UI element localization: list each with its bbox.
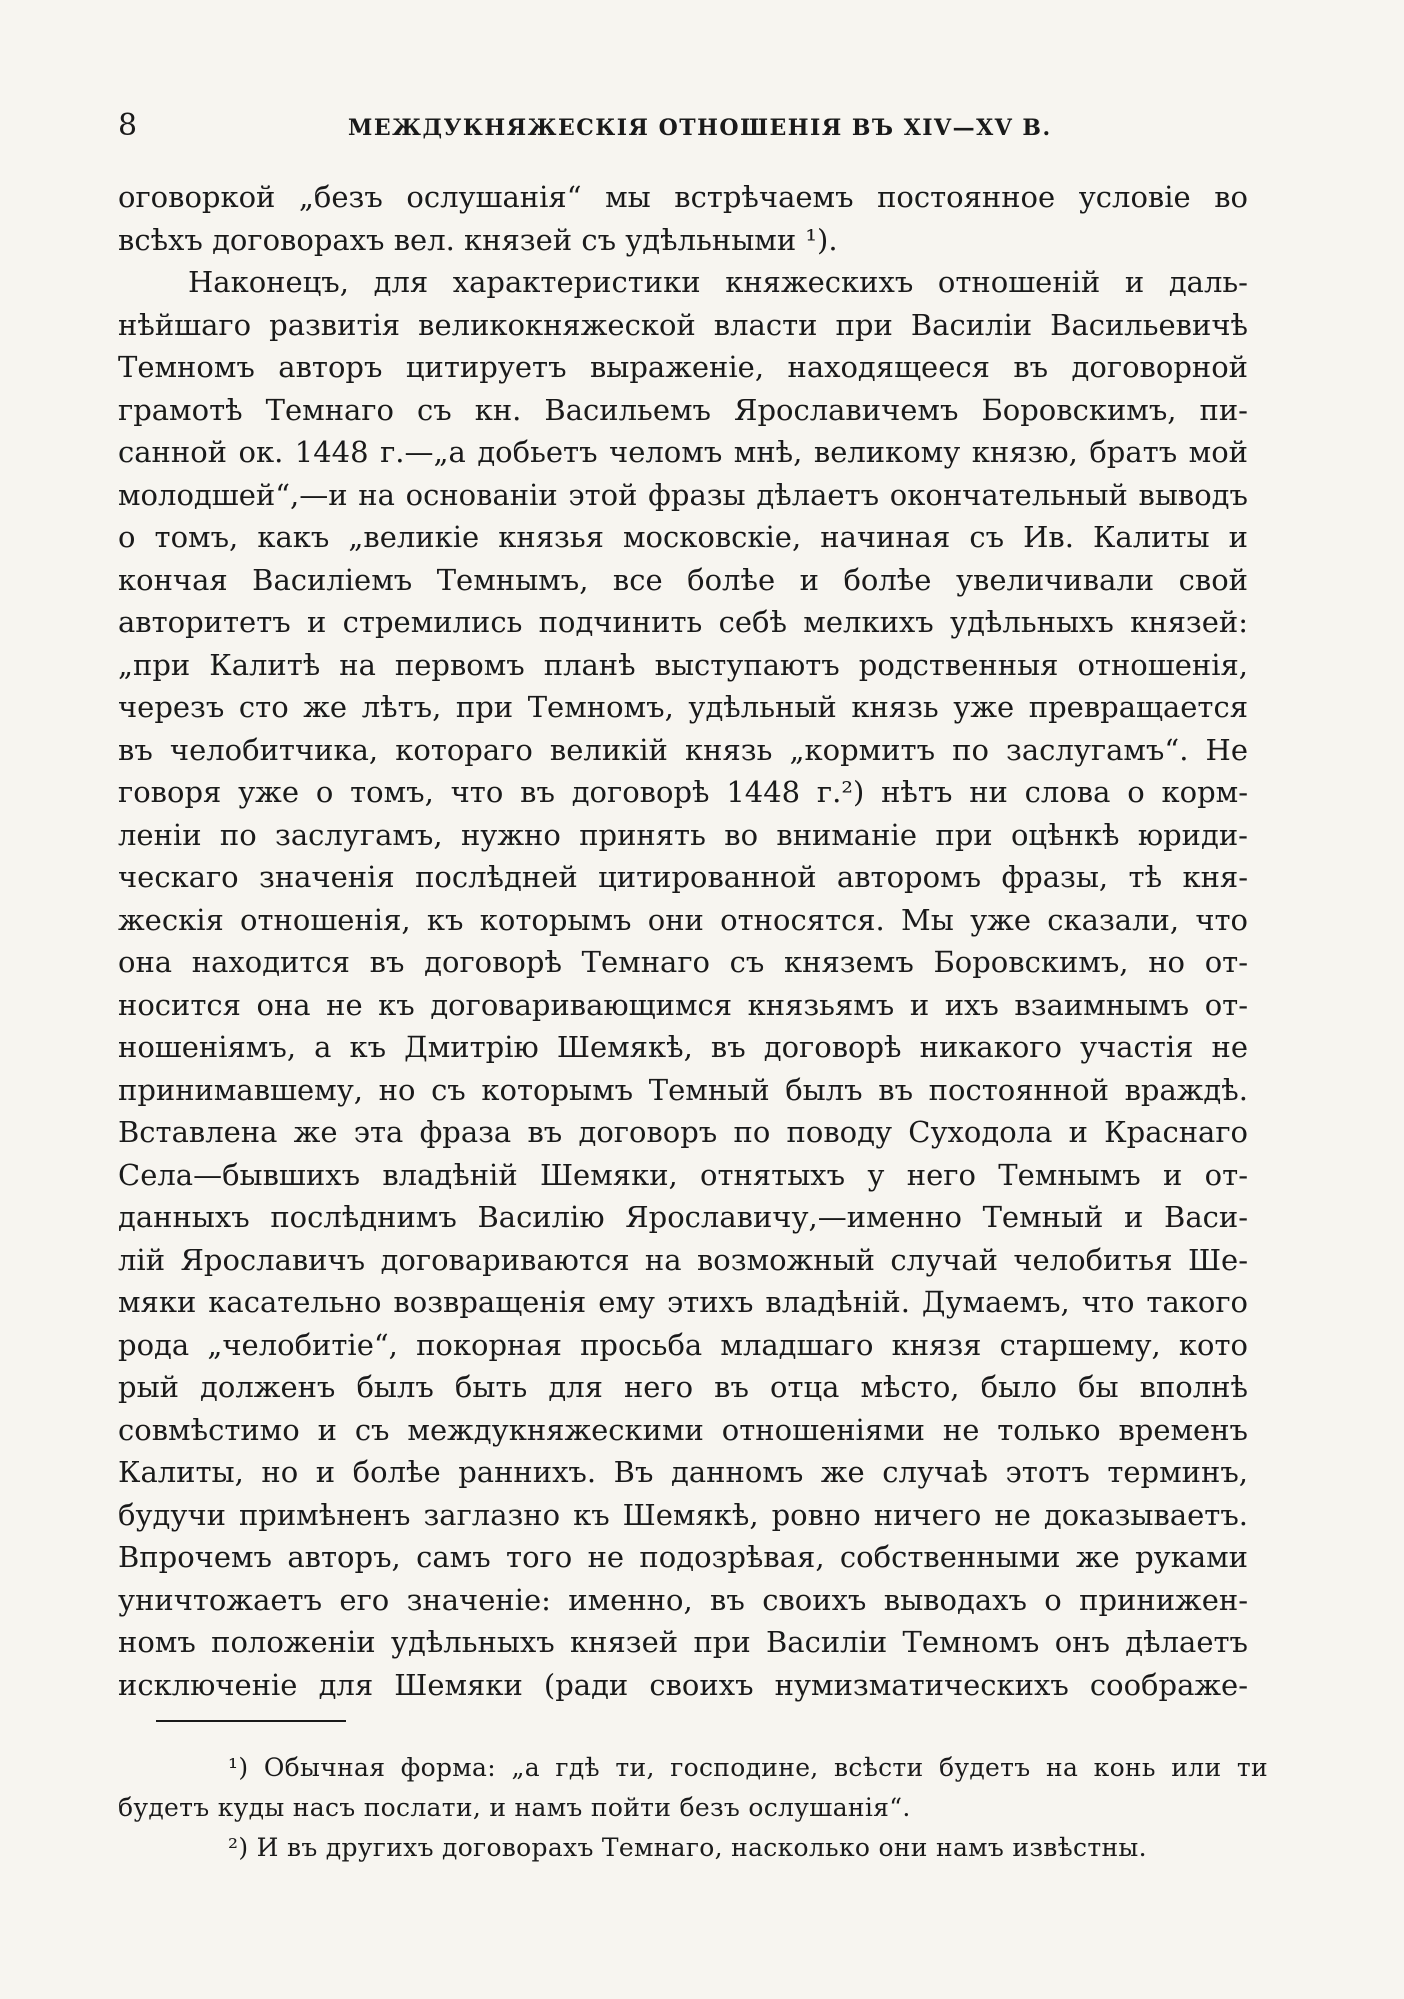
footnote-line: ²) И въ другихъ договорахъ Темнаго, насколько они намъ извѣстны. [228, 1833, 1147, 1862]
text-line: черезъ сто же лѣтъ, при Темномъ, удѣльный князь уже превращается [118, 690, 1248, 724]
text-line: Темномъ авторъ цитируетъ выраженіе, находящееся въ договорной [118, 350, 1248, 384]
text-line: мяки касательно возвращенія ему этихъ владѣній. Думаемъ, что такого [118, 1285, 1248, 1319]
text-line: леніи по заслугамъ, нужно принять во вниманіе при оцѣнкѣ юриди- [118, 817, 1248, 852]
text-line: уничтожаетъ его значеніе: именно, въ своихъ выводахъ о принижен- [118, 1582, 1248, 1617]
text-line: Калиты, но и болѣе раннихъ. Въ данномъ же случаѣ этотъ терминъ, [118, 1455, 1248, 1489]
text-line: Впрочемъ авторъ, самъ того не подозрѣвая, собственными же руками [118, 1540, 1248, 1574]
footnote-line: ¹) Обычная форма: „а гдѣ ти, господине, всѣсти будетъ на конь или ти [228, 1753, 1268, 1782]
footnote-divider [156, 1720, 346, 1722]
text-line: она находится въ договорѣ Темнаго съ княземъ Боровскимъ, но от- [118, 945, 1248, 979]
text-line: оговоркой „безъ ослушанія“ мы встрѣчаемъ постоянное условіе во [118, 180, 1248, 214]
footnote-line: будетъ куды насъ послати, и намъ пойти безъ ослушанія“. [118, 1793, 911, 1822]
text-line: данныхъ послѣднимъ Василію Ярославичу,—именно Темный и Васи- [118, 1200, 1248, 1234]
text-line: всѣхъ договорахъ вел. князей съ удѣльными ¹). [118, 222, 838, 257]
text-line: Наконецъ, для характеристики княжескихъ отношеній и даль- [188, 265, 1248, 299]
running-head [118, 106, 1248, 146]
text-line: нѣйшаго развитія великокняжеской власти при Василіи Васильевичѣ [118, 307, 1248, 342]
text-line: грамотѣ Темнаго съ кн. Васильемъ Ярославичемъ Боровскимъ, пи- [118, 392, 1248, 427]
text-line: Вставлена же эта фраза въ договоръ по поводу Суходола и Краснаго [118, 1115, 1248, 1149]
text-line: въ челобитчика, котораго великій князь „кормитъ по заслугамъ“. Не [118, 732, 1248, 767]
text-line: авторитетъ и стремились подчинить себѣ мелкихъ удѣльныхъ князей: [118, 605, 1248, 639]
page-number: 8 [118, 108, 138, 143]
text-line: носится она не къ договаривающимся князьямъ и ихъ взаимнымъ от- [118, 987, 1248, 1022]
text-line: Села—бывшихъ владѣній Шемяки, отнятыхъ у него Темнымъ и от- [118, 1157, 1248, 1192]
text-line: „при Калитѣ на первомъ планѣ выступаютъ родственныя отношенія, [118, 647, 1248, 682]
text-line: ческаго значенія послѣдней цитированной авторомъ фразы, тѣ кня- [118, 860, 1248, 894]
text-line: санной ок. 1448 г.—„а добьетъ челомъ мнѣ, великому князю, братъ мой [118, 435, 1248, 469]
main-text [118, 176, 1248, 1706]
text-line: жескія отношенія, къ которымъ они относятся. Мы уже сказали, что [118, 902, 1248, 937]
text-line: исключеніе для Шемяки (ради своихъ нумизматическихъ соображе- [118, 1667, 1248, 1702]
footnotes [118, 1748, 1268, 1868]
text-line: кончая Василіемъ Темнымъ, все болѣе и болѣе увеличивали свой [118, 562, 1248, 597]
text-line: рый долженъ былъ быть для него въ отца мѣсто, было бы вполнѣ [118, 1370, 1248, 1404]
text-line: будучи примѣненъ заглазно къ Шемякѣ, ровно ничего не доказываетъ. [118, 1497, 1248, 1532]
text-line: рода „челобитіе“, покорная просьба младшаго князя старшему, кото [118, 1327, 1248, 1362]
text-line: молодшей“,—и на основаніи этой фразы дѣлаетъ окончательный выводъ [118, 477, 1248, 512]
text-line: ношеніямъ, а къ Дмитрію Шемякѣ, въ договорѣ никакого участія не [118, 1030, 1248, 1064]
text-line: лій Ярославичъ договариваются на возможный случай челобитья Ше- [118, 1242, 1248, 1277]
text-line: принимавшему, но съ которымъ Темный былъ въ постоянной враждѣ. [118, 1072, 1248, 1107]
text-line: говоря уже о томъ, что въ договорѣ 1448 г.²) нѣтъ ни слова о корм- [118, 775, 1248, 809]
text-line: о томъ, какъ „великіе князья московскіе, начиная съ Ив. Калиты и [118, 520, 1248, 554]
running-title: МЕЖДУКНЯЖЕСКІЯ ОТНОШЕНІЯ ВЪ XIV—XV В. [348, 115, 1052, 141]
text-line: совмѣстимо и съ междукняжескими отношеніями не только временъ [118, 1412, 1248, 1447]
text-line: номъ положеніи удѣльныхъ князей при Василіи Темномъ онъ дѣлаетъ [118, 1625, 1248, 1659]
